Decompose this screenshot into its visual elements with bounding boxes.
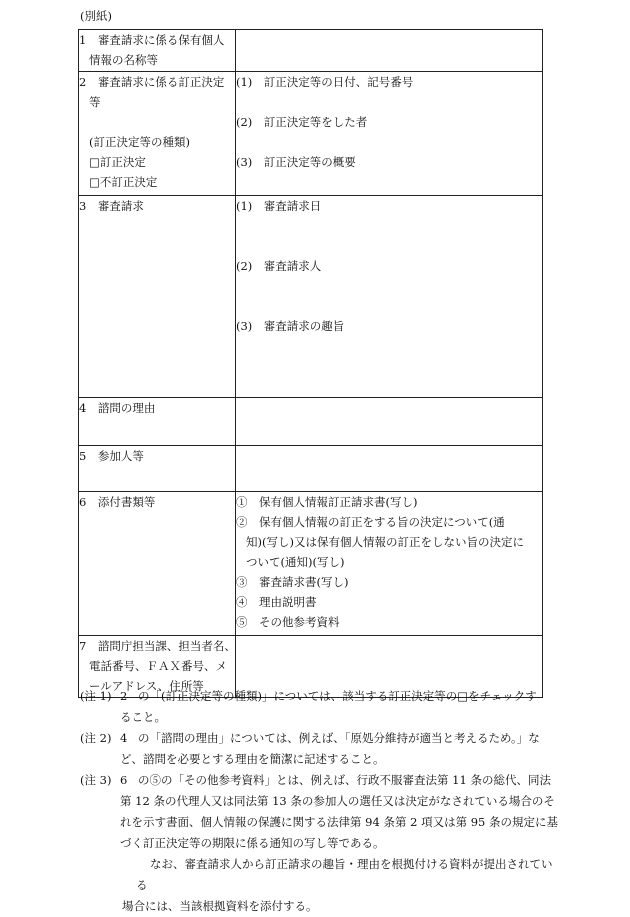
note-body xyxy=(120,770,560,854)
row-value xyxy=(236,196,543,398)
note-tag: (注 1) xyxy=(80,689,112,703)
table-row xyxy=(79,492,543,636)
row-label xyxy=(79,196,236,398)
note-body xyxy=(120,728,560,770)
label-line: 1 審査請求に係る保有個人 xyxy=(79,33,225,47)
note-line: の⑤の「その他参考資料」とは、例えば、行政不服審査法第 11 条の総代、同法 xyxy=(138,773,551,787)
notes-section xyxy=(80,686,560,917)
value-item: ② 保有個人情報の訂正をする旨の決定について(通 xyxy=(236,515,505,529)
label-line: 情報の名称等 xyxy=(89,53,158,67)
row-value xyxy=(236,30,543,72)
kinds-title: (訂正決定等の種類) xyxy=(89,135,190,149)
value-item: (1) 審査請求日 xyxy=(236,199,322,213)
table-row xyxy=(79,196,543,398)
row-label xyxy=(79,72,236,196)
value-item: (2) 訂正決定等をした者 xyxy=(236,115,368,129)
table-row xyxy=(79,398,543,446)
note-item xyxy=(80,686,560,728)
label-line: 5 参加人等 xyxy=(79,449,144,463)
note-number: 2 xyxy=(120,689,128,703)
label-line: 6 添付書類等 xyxy=(79,495,156,509)
label-line: ールアドレス、住所等 xyxy=(89,679,204,693)
note-line: ど、諮問を必要とする理由を簡潔に記述すること。 xyxy=(120,752,385,766)
note-tag: (注 2) xyxy=(80,731,112,745)
value-item: ⑤ その他参考資料 xyxy=(236,615,340,629)
row-label xyxy=(79,398,236,446)
label-line: 3 審査請求 xyxy=(79,199,144,213)
page-heading: (別紙) xyxy=(80,9,112,23)
note-line: 第 12 条の代理人又は同法第 13 条の参加人の選任又は決定がなされている場合のそ xyxy=(120,794,555,808)
note-tag: (注 3) xyxy=(80,773,112,787)
note-item xyxy=(80,728,560,770)
note-line: 場合には、当該根拠資料を添付する。 xyxy=(122,899,318,913)
value-item: (1) 訂正決定等の日付、記号番号 xyxy=(236,75,414,89)
form-table xyxy=(78,29,543,698)
final-note xyxy=(80,854,560,917)
checkbox-non-correction: □不訂正決定 xyxy=(89,175,158,189)
value-item: ① 保有個人情報訂正請求書(写し) xyxy=(236,495,418,509)
value-item: ついて(通知)(写し) xyxy=(246,555,345,569)
row-value xyxy=(236,446,543,492)
value-item: ③ 審査請求書(写し) xyxy=(236,575,349,589)
row-value xyxy=(236,72,543,196)
table-row xyxy=(79,72,543,196)
table-row xyxy=(79,446,543,492)
label-line: 4 諮問の理由 xyxy=(79,401,156,415)
value-item: ④ 理由説明書 xyxy=(236,595,317,609)
value-item: (2) 審査請求人 xyxy=(236,259,322,273)
note-line: ること。 xyxy=(120,710,166,724)
note-number: 4 xyxy=(120,731,128,745)
value-item: 知)(写し)又は保有個人情報の訂正をしない旨の決定に xyxy=(246,535,524,549)
label-line: 等 xyxy=(89,95,101,109)
label-line: 2 審査請求に係る訂正決定 xyxy=(79,75,225,89)
note-line: の「(訂正決定等の種類)」については、該当する訂正決定等の□をチェックす xyxy=(138,689,537,703)
row-label xyxy=(79,446,236,492)
note-item xyxy=(80,770,560,854)
note-body xyxy=(120,686,560,728)
note-number: 6 xyxy=(120,773,128,787)
checkbox-correction: □訂正決定 xyxy=(89,155,146,169)
note-line: れを示す書面、個人情報の保護に関する法律第 94 条第 2 項又は第 95 条の規定に基 xyxy=(120,815,559,829)
note-line: なお、審査請求人から訂正請求の趣旨・理由を根拠付ける資料が提出されている xyxy=(136,857,553,892)
note-line: づく訂正決定等の期限に係る通知の写し等である。 xyxy=(120,836,385,850)
value-item: (3) 訂正決定等の概要 xyxy=(236,155,356,169)
note-line: の「諮問の理由」については、例えば、「原処分維持が適当と考えるため。」な xyxy=(138,731,540,745)
row-label xyxy=(79,492,236,636)
value-item: (3) 審査請求の趣旨 xyxy=(236,319,345,333)
row-label xyxy=(79,30,236,72)
row-value xyxy=(236,398,543,446)
label-line: 電話番号、ＦＡＸ番号、メ xyxy=(89,659,227,673)
label-line: 7 諮問庁担当課、担当者名、 xyxy=(79,639,236,653)
row-value xyxy=(236,492,543,636)
table-row xyxy=(79,30,543,72)
